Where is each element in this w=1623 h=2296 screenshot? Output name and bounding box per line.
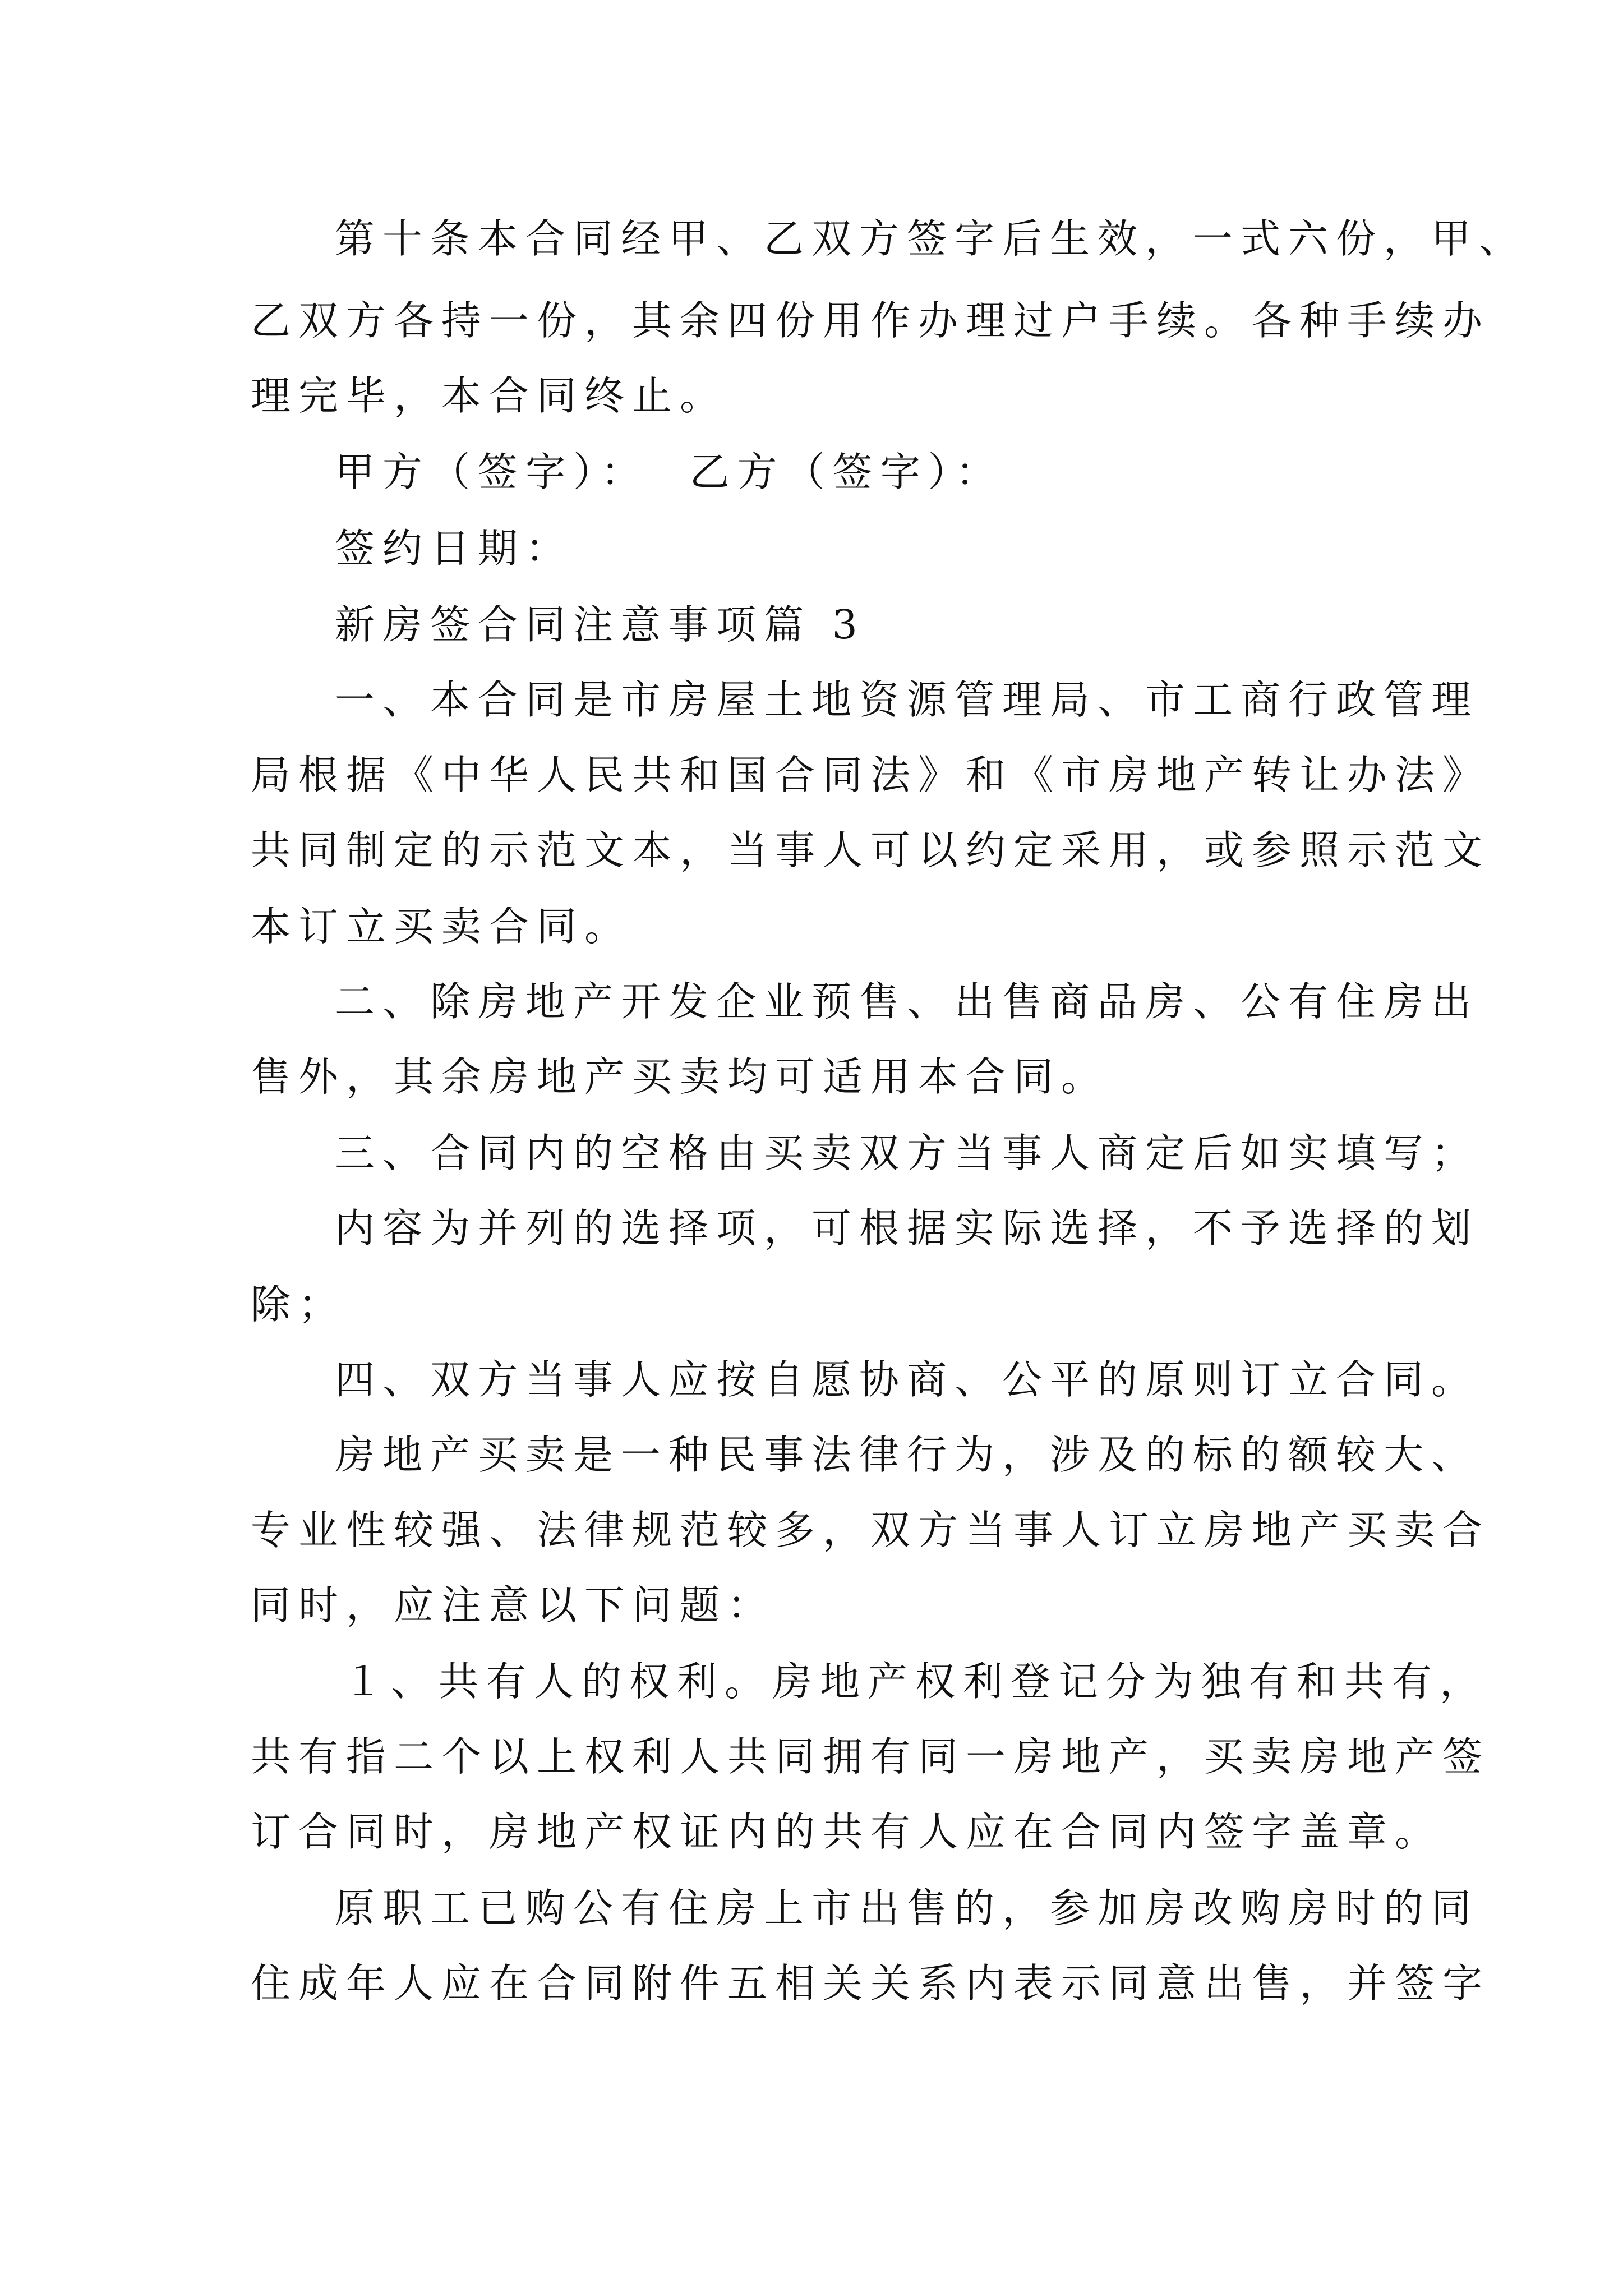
text-line: 原职工已购公有住房上市出售的，参加房改购房时的同 [335, 1885, 1479, 1931]
text-line: 四、双方当事人应按自愿协商、公平的原则订立合同。 [335, 1356, 1479, 1403]
text-line: 售外，其余房地产买卖均可适用本合同。 [251, 1053, 1109, 1100]
text-line: 第十条本合同经甲、乙双方签字后生效，一式六份，甲、 [335, 215, 1527, 262]
text-line: 共同制定的示范文本，当事人可以约定采用，或参照示范文 [251, 827, 1491, 873]
text-line: 住成年人应在合同附件五相关关系内表示同意出售，并签字 [251, 1960, 1491, 2007]
text-line: 本订立买卖合同。 [251, 903, 633, 950]
text-line: 三、合同内的空格由买卖双方当事人商定后如实填写； [335, 1130, 1479, 1176]
section-heading: 新房签合同注意事项篇 3 [335, 601, 865, 648]
text-line: 理完毕，本合同终止。 [251, 372, 728, 419]
text-line: 房地产买卖是一种民事法律行为，涉及的标的额较大、 [335, 1432, 1479, 1478]
text-line: 局根据《中华人民共和国合同法》和《市房地产转让办法》 [251, 752, 1491, 798]
text-line: 一、本合同是市房屋土地资源管理局、市工商行政管理 [335, 677, 1479, 723]
text-line: 同时，应注意以下问题： [251, 1582, 776, 1628]
text-line: 签约日期： [335, 525, 574, 572]
text-line: 内容为并列的选择项，可根据实际选择，不予选择的划 [335, 1205, 1479, 1251]
text-line: 订合同时，房地产权证内的共有人应在合同内签字盖章。 [251, 1809, 1443, 1855]
text-line: 乙双方各持一份，其余四份用作办理过户手续。各种手续办 [251, 297, 1491, 344]
text-line: 共有指二个以上权利人共同拥有同一房地产，买卖房地产签 [251, 1733, 1491, 1780]
text-line: １、共有人的权利。房地产权利登记分为独有和共有， [343, 1658, 1488, 1705]
text-line: 甲方（签字）： 乙方（签字）： [335, 449, 1004, 495]
text-line: 除； [251, 1281, 347, 1328]
text-line: 二、除房地产开发企业预售、出售商品房、公有住房出 [335, 978, 1479, 1025]
text-line: 专业性较强、法律规范较多，双方当事人订立房地产买卖合 [251, 1507, 1491, 1553]
